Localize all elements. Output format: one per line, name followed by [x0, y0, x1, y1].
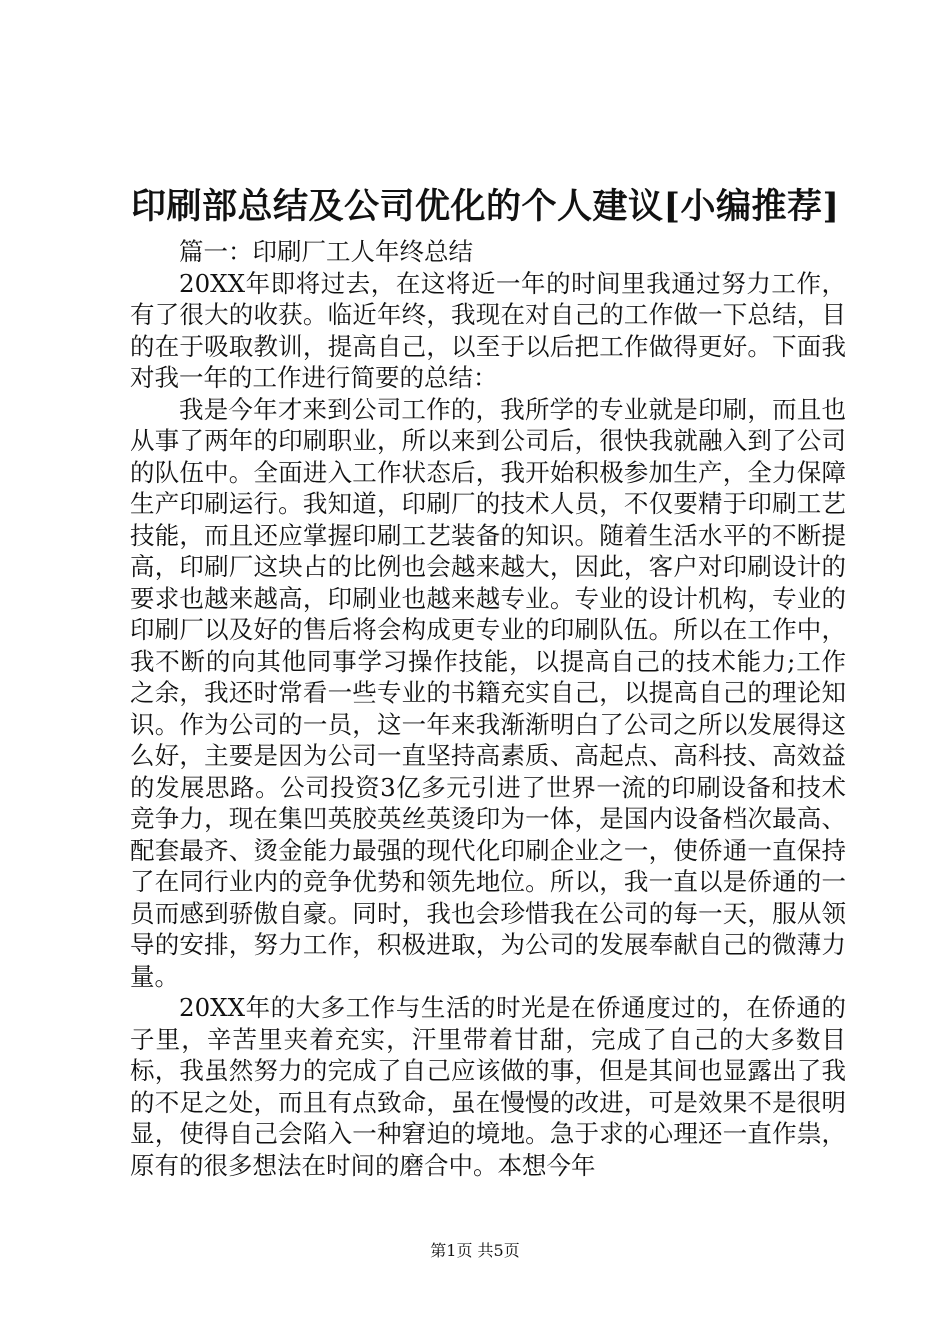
paragraph-1: 20XX年即将过去，在这将近一年的时间里我通过努力工作，有了很大的收获。临近年终，我现在对自己的工作做一下总结，目的在于吸取教训，提高自己，以至于以后把工作做得更好。下面我对我一年的工作进行简要的总结：: [130, 268, 846, 392]
paragraph-3: 20XX年的大多工作与生活的时光是在侨通度过的，在侨通的子里，辛苦里夹着充实，汗里带着甘甜，完成了自己的大多数目标，我虽然努力的完成了自己应该做的事，但是其间也显露出了我的不足之处，而且有点致命，虽在慢慢的改进，可是效果不是很明显，使得自己会陷入一种窘迫的境地。急于求的心理还一直作祟，原有的很多想法在时间的磨合中。本想今年: [130, 993, 846, 1180]
document-title: 印刷部总结及公司优化的个人建议[小编推荐]: [131, 186, 840, 227]
document-body: [130, 236, 846, 1181]
page-footer: 第1页 共5页: [430, 1241, 520, 1260]
section-heading: 篇一：印刷厂工人年终总结: [179, 237, 473, 266]
paragraph-2: 我是今年才来到公司工作的，我所学的专业就是印刷，而且也从事了两年的印刷职业，所以来到公司后，很快我就融入到了公司的队伍中。全面进入工作状态后，我开始积极参加生产，全力保障生产印刷运行。我知道，印刷厂的技术人员，不仅要精于印刷工艺技能，而且还应掌握印刷工艺装备的知识。随着生活水平的不断提高，印刷厂这块占的比例也会越来越大，因此，客户对印刷设计的要求也越来越高，印刷业也越来越专业。专业的设计机构，专业的印刷厂以及好的售后将会构成更专业的印刷队伍。所以在工作中，我不断的向其他同事学习操作技能，以提高自己的技术能力;工作之余，我还时常看一些专业的书籍充实自己，以提高自己的理论知识。作为公司的一员，这一年来我渐渐明白了公司之所以发展得这么好，主要是因为公司一直坚持高素质、高起点、高科技、高效益的发展思路。公司投资3亿多元引进了世界一流的印刷设备和技术竞争力，现在集凹英胶英丝英烫印为一体，是国内设备档次最高、配套最齐、烫金能力最强的现代化印刷企业之一，使侨通一直保持了在同行业内的竞争优势和领先地位。所以，我一直以是侨通的一员而感到骄傲自豪。同时，我也会珍惜我在公司的每一天，服从领导的安排，努力工作，积极进取，为公司的发展奉献自己的微薄力量。: [130, 394, 846, 991]
